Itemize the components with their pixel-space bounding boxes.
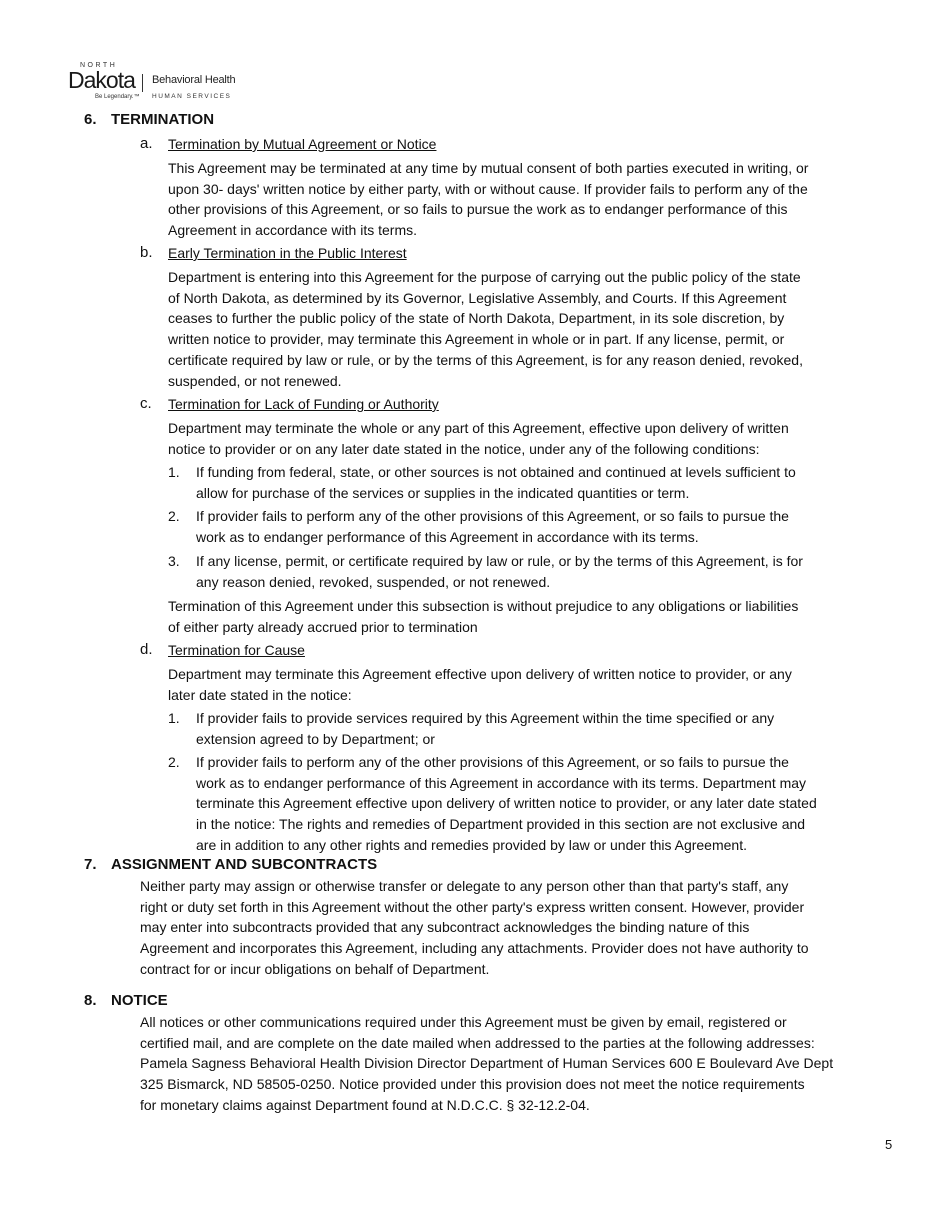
section-7-number: 7.: [84, 856, 97, 873]
list-item-number: 2.: [168, 508, 180, 524]
text-line: later date stated in the notice:: [168, 686, 352, 703]
subsection-6d-intro: [168, 664, 896, 705]
text-line: If funding from federal, state, or other sources is not obtained and continued at levels sufficient to: [196, 464, 796, 480]
list-item: [196, 462, 896, 503]
text-line: If any license, permit, or certificate required by law or rule, or by the terms of this Agreement, is for: [196, 553, 803, 569]
list-item: [196, 708, 896, 749]
text-line: suspended, or not renewed.: [168, 372, 342, 389]
text-line: contract for or incur obligations on behalf of Department.: [140, 960, 490, 977]
text-line: Department may terminate the whole or any part of this Agreement, effective upon delivery of written: [168, 420, 789, 436]
list-item-number: 1.: [168, 464, 180, 480]
section-8-paragraph: [140, 1012, 896, 1116]
text-line: 325 Bismarck, ND 58505-0250. Notice provided under this provision does not meet the notice requirements: [140, 1076, 805, 1093]
text-line: upon 30- days' written notice by either party, with or without cause. If provider fails to perform any of the: [168, 180, 808, 197]
subsection-6a-letter: a.: [140, 135, 153, 152]
text-line: Agreement and incorporates this Agreement, including any attachments. Provider does not have authority to: [140, 940, 809, 957]
text-line: right or duty set forth in this Agreement without the other party's express written consent. However, provider: [140, 898, 805, 915]
subsection-6b-letter: b.: [140, 244, 153, 261]
list-item-number: 2.: [168, 754, 180, 770]
text-line: certificate required by law or rule, or by the terms of this Agreement, is for any reason denied, revoked,: [168, 351, 803, 368]
text-line: Neither party may assign or otherwise transfer or delegate to any person other than that party's staff, any: [140, 878, 789, 894]
subsection-6c-closing: [168, 596, 896, 637]
list-item-number: 3.: [168, 553, 180, 569]
text-line: any reason denied, revoked, suspended, or not renewed.: [196, 573, 551, 590]
text-line: work as to endanger performance of this Agreement in accordance with its terms.: [196, 528, 699, 545]
text-line: If provider fails to provide services required by this Agreement within the time specified or any: [196, 710, 775, 726]
text-line: Department is entering into this Agreement for the purpose of carrying out the public policy of the state: [168, 269, 801, 285]
subsection-6a-paragraph: [168, 158, 896, 241]
text-line: If provider fails to perform any of the other provisions of this Agreement, or so fails to pursue the: [196, 508, 789, 524]
subsection-6d-title: Termination for Cause: [168, 642, 305, 658]
text-line: extension agreed to by Department; or: [196, 730, 435, 747]
text-line: allow for purchase of the services or supplies in the indicated quantities or term.: [196, 484, 690, 501]
subsection-6d-letter: d.: [140, 641, 153, 658]
text-line: If provider fails to perform any of the other provisions of this Agreement, or so fails to pursue the: [196, 754, 789, 770]
logo-divider: [142, 74, 143, 92]
text-line: Pamela Sagness Behavioral Health Division Director Department of Human Services 600 E Boulevard Ave Dept: [140, 1055, 834, 1072]
text-line: of North Dakota, as determined by its Governor, Legislative Assembly, and Courts. If this Agreement: [168, 289, 787, 306]
subsection-6c-letter: c.: [140, 395, 152, 412]
text-line: All notices or other communications required under this Agreement must be given by email, registered or: [140, 1014, 787, 1030]
text-line: other provisions of this Agreement, or so fails to pursue the work as to endanger performance of this: [168, 201, 788, 218]
text-line: written notice to provider, may terminate this Agreement in whole or in part. If any license, permit, or: [168, 331, 785, 348]
logo-division: Behavioral Health: [152, 74, 236, 86]
text-line: terminate this Agreement effective upon delivery of written notice to provider, or any later date stated: [196, 795, 817, 812]
section-8-title: NOTICE: [111, 992, 168, 1009]
text-line: work as to endanger performance of this Agreement in accordance with its terms. Department may: [196, 774, 807, 791]
list-item-number: 1.: [168, 710, 180, 726]
text-line: are in addition to any other rights and remedies provided by law or under this Agreement.: [196, 836, 747, 853]
text-line: for monetary claims against Department found at N.D.C.C. § 32-12.2-04.: [140, 1096, 590, 1113]
list-item: [196, 506, 896, 547]
logo-north: NORTH: [80, 62, 118, 69]
subsection-6c-intro: [168, 418, 896, 459]
subsection-6a-title: Termination by Mutual Agreement or Notice: [168, 136, 437, 152]
text-line: notice to provider or on any later date stated in the notice, under any of the following conditions:: [168, 440, 760, 457]
section-7-title: ASSIGNMENT AND SUBCONTRACTS: [111, 856, 378, 873]
page-number: 5: [885, 1137, 893, 1152]
text-line: may enter into subcontracts provided that any subcontract acknowledges the binding nature of this: [140, 919, 750, 936]
text-line: Department may terminate this Agreement effective upon delivery of written notice to provider, or any: [168, 666, 792, 682]
text-line: Termination of this Agreement under this subsection is without prejudice to any obligations or liabilities: [168, 598, 799, 614]
text-line: of either party already accrued prior to termination: [168, 618, 478, 635]
nd-logo: [68, 62, 248, 104]
logo-department: HUMAN SERVICES: [152, 93, 232, 100]
list-item: [196, 752, 896, 856]
section-7-paragraph: [140, 876, 896, 980]
section-6-title: TERMINATION: [111, 111, 215, 128]
subsection-6b-paragraph: [168, 267, 896, 391]
list-item: [196, 551, 896, 592]
section-8-number: 8.: [84, 992, 97, 1009]
text-line: in the notice: The rights and remedies of Department provided in this section are not exclusive and: [196, 816, 806, 833]
subsection-6c-title: Termination for Lack of Funding or Authority: [168, 396, 439, 412]
logo-dakota: Dakota: [68, 67, 135, 93]
text-line: certified mail, and are complete on the date mailed when addressed to the parties at the following addresses:: [140, 1034, 815, 1051]
text-line: Agreement in accordance with its terms.: [168, 222, 417, 239]
subsection-6b-title: Early Termination in the Public Interest: [168, 245, 407, 261]
text-line: This Agreement may be terminated at any time by mutual consent of both parties executed in writing, or: [168, 160, 809, 176]
logo-tagline: Be Legendary.™: [95, 94, 140, 100]
section-6-number: 6.: [84, 111, 97, 128]
text-line: ceases to further the public policy of the state of North Dakota, Department, in its sole discretion, by: [168, 310, 785, 327]
